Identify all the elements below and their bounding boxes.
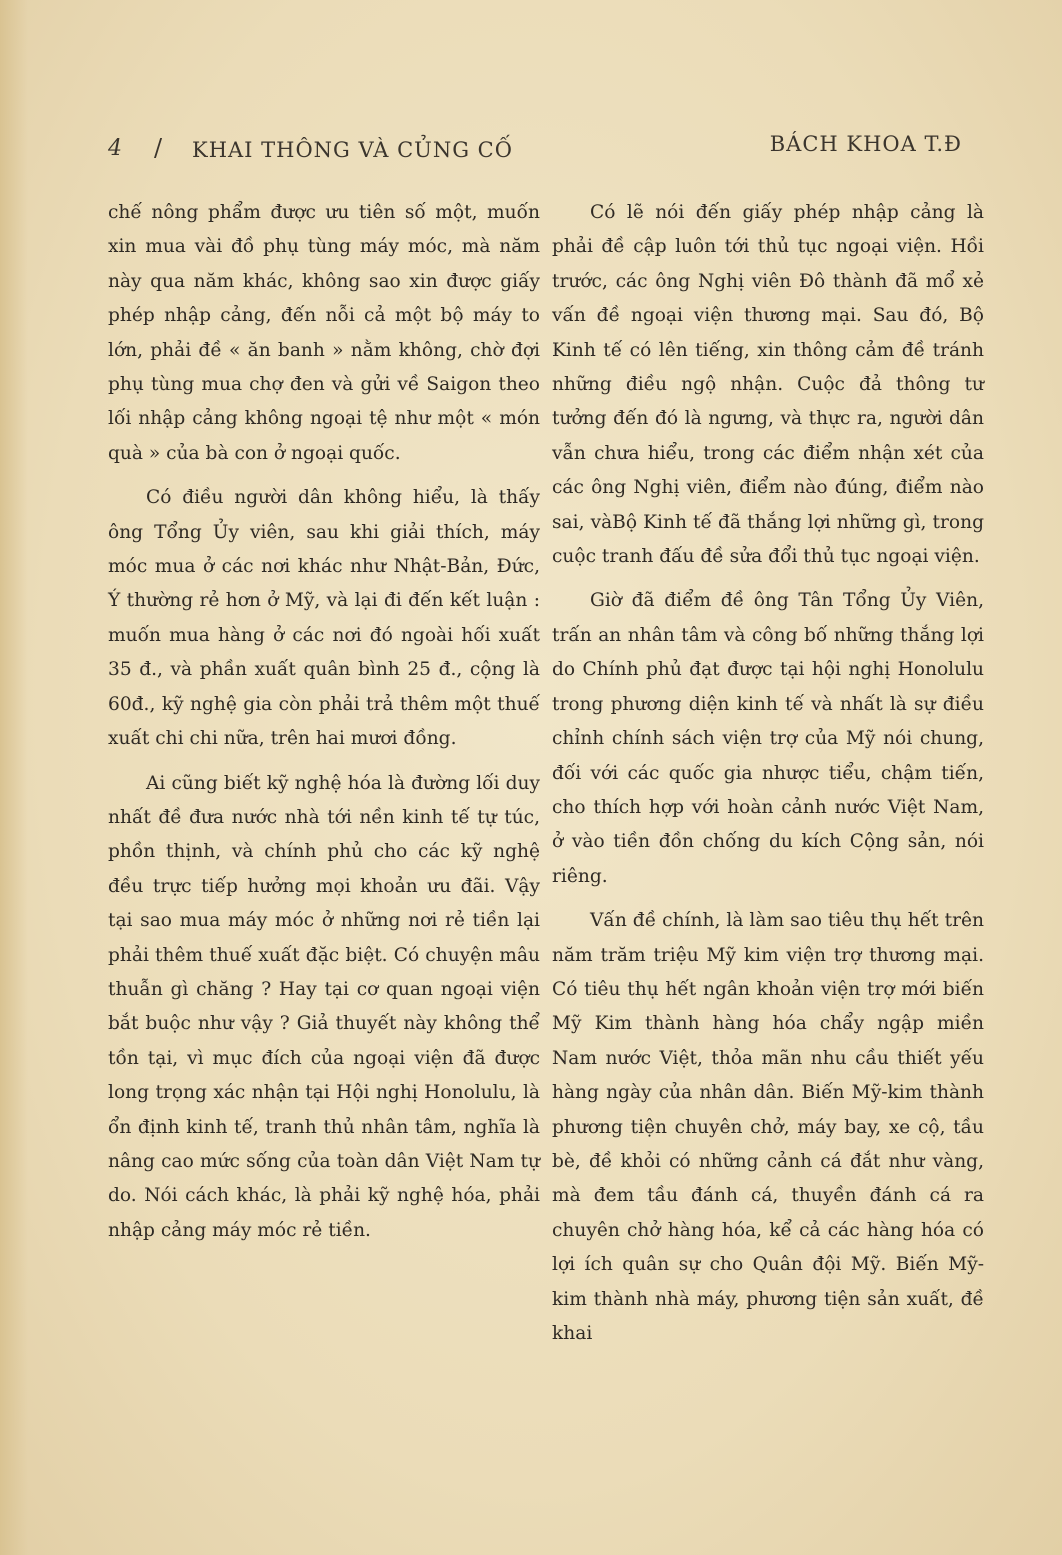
paragraph: Giờ đã điểm đề ông Tân Tổng Ủy Viên, trấn an nhân tâm và công bố những thắng lợi do Chính phủ đạt được tại hội nghị Honolulu trong phương diện kinh tế và nhất là sự điều chỉnh chính sách viện trợ của Mỹ nói chung, đối với các quốc gia nhược tiểu, chậm tiến, cho thích hợp với hoàn cảnh nước Việt Nam, ở vào tiền đồn chống du kích Cộng sản, nói riêng. (552, 590, 984, 887)
paragraph: Ai cũng biết kỹ nghệ hóa là đường lối duy nhất đề đưa nước nhà tới nền kinh tế tự túc, phồn thịnh, và chính phủ cho các kỹ nghệ đều trực tiếp hưởng mọi khoản ưu đãi. Vậy tại sao mua máy móc ở những nơi rẻ tiền lại phải thêm thuế xuất đặc biệt. Có chuyện mâu thuẫn gì chăng ? Hay tại cơ quan ngoại viện bắt buộc như vậy ? Giả thuyết này không thể tồn tại, vì mục đích của ngoại viện đã được long trọng xác nhận tại Hội nghị Honolulu, là ổn định kinh tế, tranh thủ nhân tâm, nghĩa là nâng cao mức sống của toàn dân Việt Nam tự do. Nói cách khác, là phải kỹ nghệ hóa, phải nhập cảng máy móc rẻ tiền. (108, 772, 540, 1241)
paragraph: Vấn đề chính, là làm sao tiêu thụ hết trên năm trăm triệu Mỹ kim viện trợ thương mại. Có tiêu thụ hết ngân khoản viện trợ mới biến Mỹ Kim thành hàng hóa chẩy ngập miền Nam nước Việt, thỏa mãn nhu cầu thiết yếu hàng ngày của nhân dân. Biến Mỹ-kim thành phương tiện chuyên chở, máy bay, xe cộ, tầu bè, đề khỏi có những cảnh cá đắt như vàng, mà đem tầu đánh cá, thuyền đánh cá ra chuyên chở hàng hóa, kể cả các hàng hóa có lợi ích quân sự cho Quân đội Mỹ. Biến Mỹ-kim thành nhà máy, phương tiện sản xuất, đề khai (552, 910, 984, 1344)
paragraph: Có lẽ nói đến giấy phép nhập cảng là phải đề cập luôn tới thủ tục ngoại viện. Hồi trước, các ông Nghị viên Đô thành đã mổ xẻ vấn đề ngoại viện thương mại. Sau đó, Bộ Kinh tế có lên tiếng, xin thông cảm đề tránh những điều ngộ nhận. Cuộc đả thông tư tưởng đến đó là ngưng, và thực ra, người dân vẫn chưa hiểu, trong các điểm nhận xét của các ông Nghị viên, điểm nào đúng, điểm nào sai, vàBộ Kinh tế đã thắng lợi những gì, trong cuộc tranh đấu đề sửa đổi thủ tục ngoại viện. (552, 202, 984, 568)
paragraph: chế nông phẩm được ưu tiên số một, muốn xin mua vài đồ phụ tùng máy móc, mà năm này qua năm khác, không sao xin được giấy phép nhập cảng, đến nỗi cả một bộ máy to lớn, phải đề « ăn banh » nằm không, chờ đợi phụ tùng mua chợ đen và gửi về Saigon theo lối nhập cảng không ngoại tệ như một « món quà » của bà con ở ngoại quốc. (108, 202, 540, 464)
publication-name: BÁCH KHOA T.Đ (769, 132, 962, 156)
page-header (108, 132, 962, 168)
paragraph: Có điều người dân không hiểu, là thấy ông Tổng Ủy viên, sau khi giải thích, máy móc mua ở các nơi khác như Nhật-Bản, Đức, Ý thường rẻ hơn ở Mỹ, và lại đi đến kết luận : muốn mua hàng ở các nơi đó ngoài hối xuất 35 đ., và phần xuất quân bình 25 đ., cộng là 60đ., kỹ nghệ gia còn phải trả thêm một thuế xuất chi chi nữa, trên hai mươi đồng. (108, 487, 540, 750)
right-column (552, 196, 984, 1361)
left-column (108, 196, 540, 1258)
header-separator: / (154, 134, 164, 162)
page-number: 4 (108, 136, 123, 161)
running-title: KHAI THÔNG VÀ CỦNG CỐ (192, 138, 513, 162)
